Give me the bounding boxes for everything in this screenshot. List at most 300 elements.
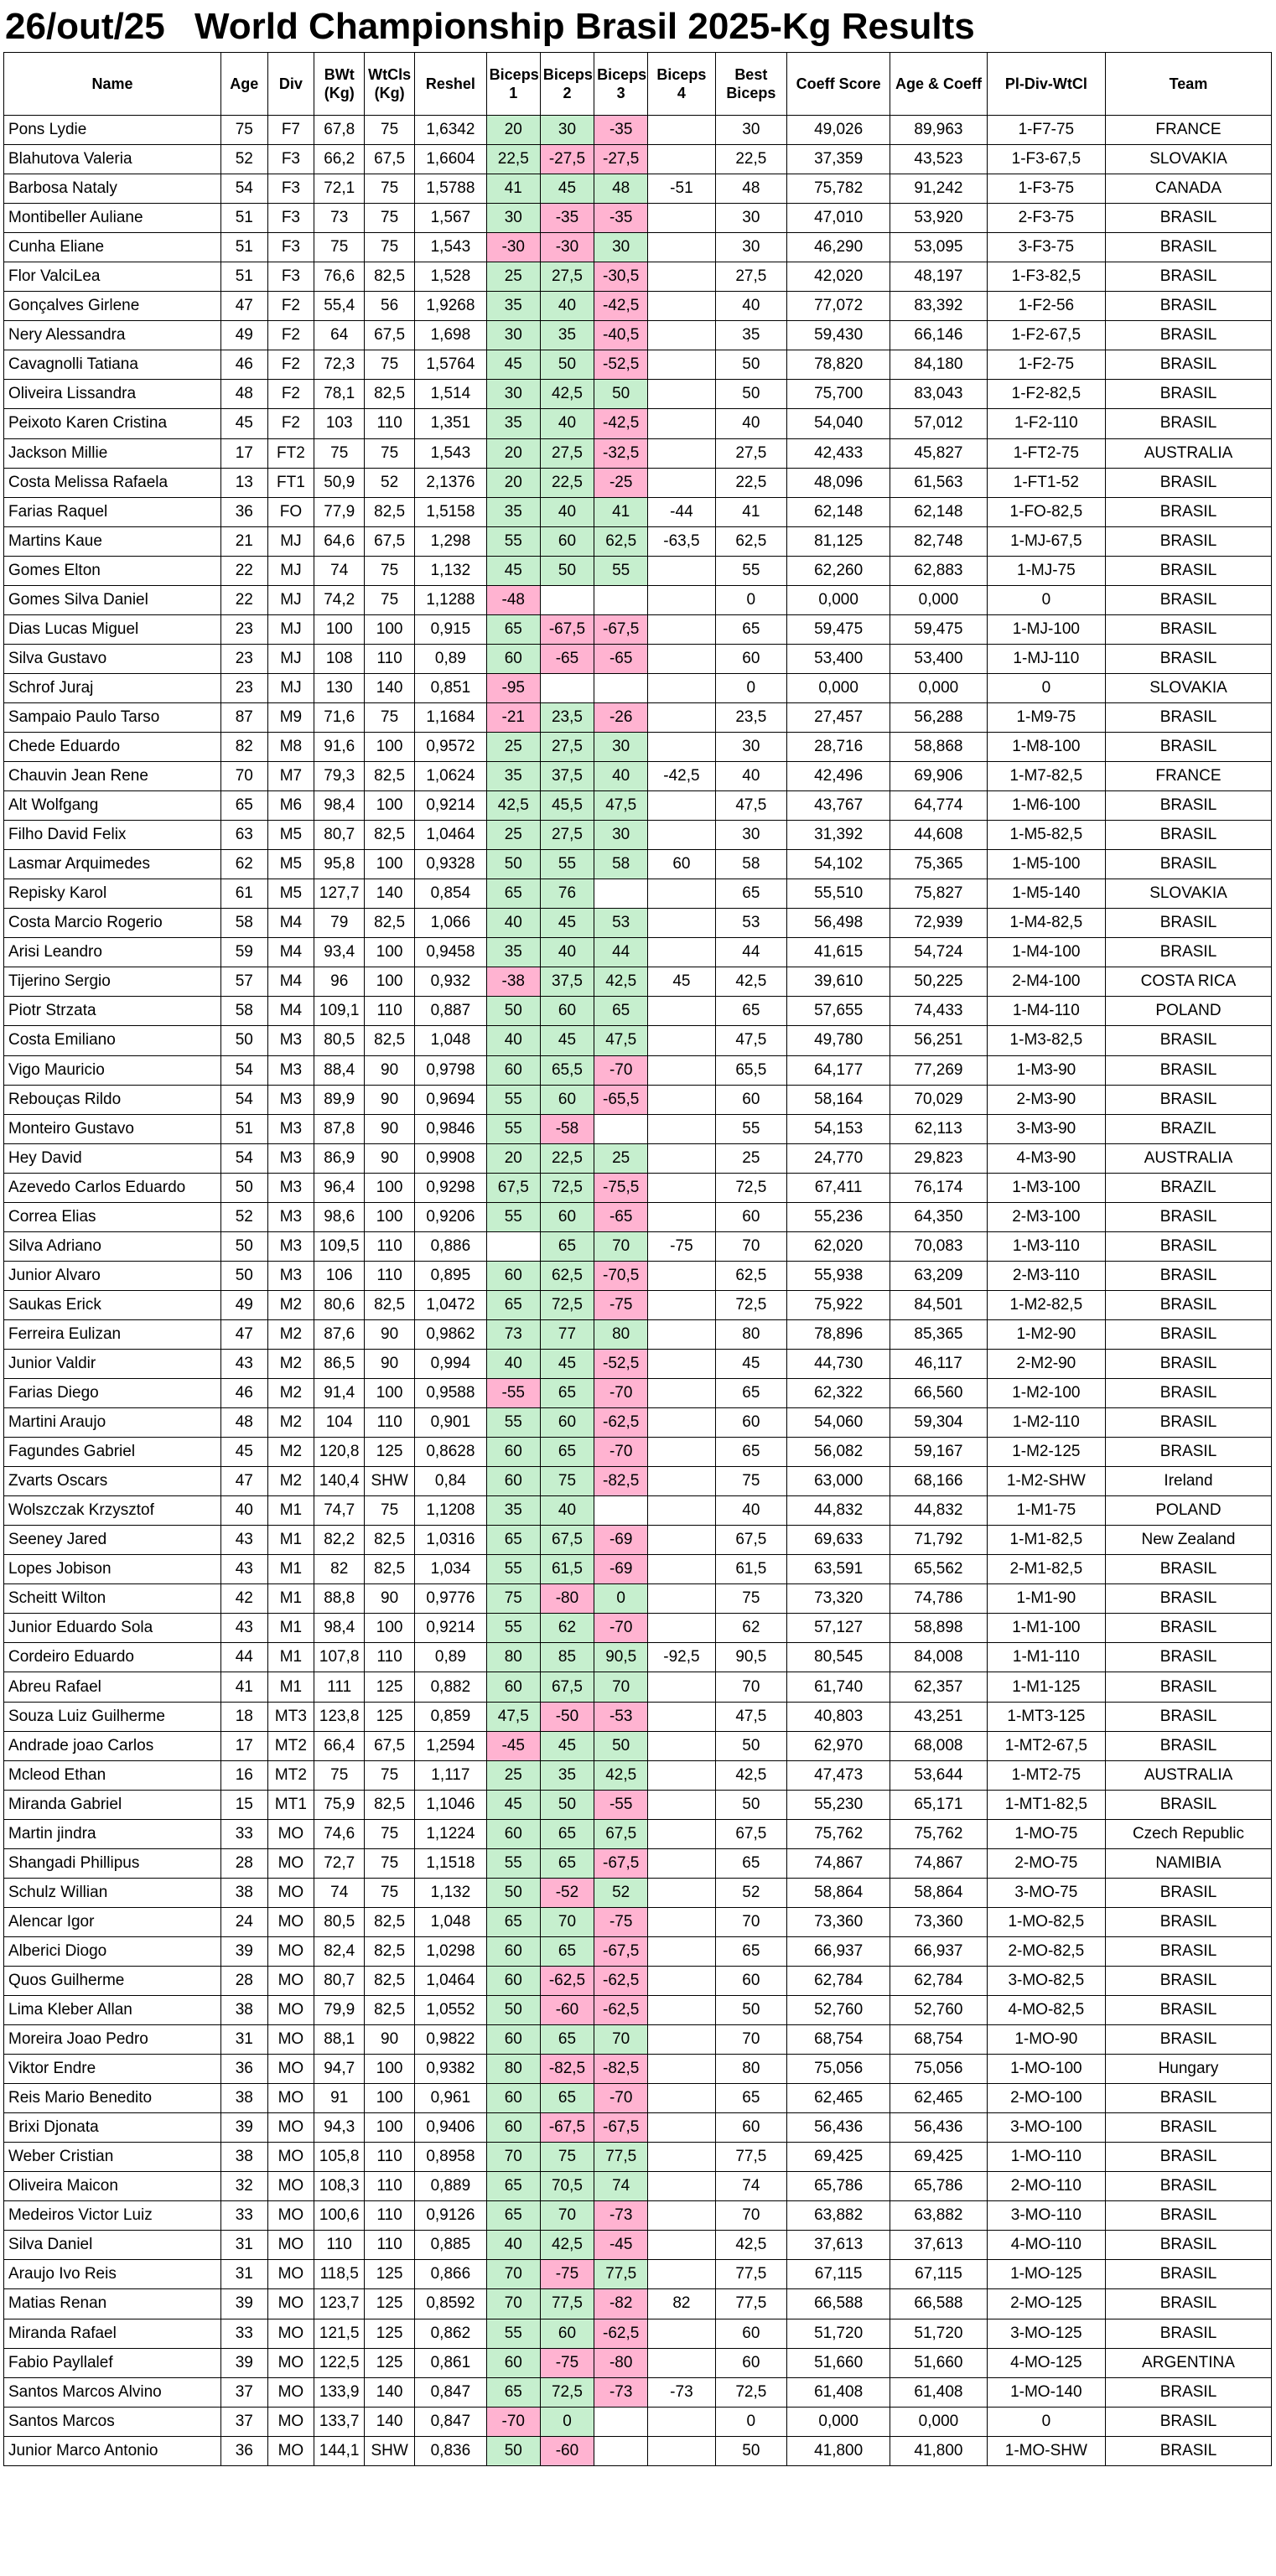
- reshel-cell: 1,132: [415, 1878, 487, 1907]
- placing-cell: 3-MO-75: [987, 1878, 1105, 1907]
- biceps-4-cell: [648, 1290, 715, 1319]
- placing-cell: 1-M4-100: [987, 938, 1105, 967]
- div-cell: MO: [267, 1878, 314, 1907]
- age-coeff-cell: 75,056: [890, 2055, 988, 2084]
- best-biceps-cell: 53: [715, 909, 787, 938]
- table-row: [4, 468, 1272, 497]
- weight-class-cell: 56: [365, 292, 415, 321]
- best-biceps-cell: 65: [715, 1936, 787, 1966]
- biceps-1-cell: 80: [486, 1643, 540, 1672]
- biceps-3-cell: -55: [594, 1790, 648, 1819]
- age-cell: 48: [220, 1408, 267, 1438]
- biceps-4-cell: 45: [648, 967, 715, 997]
- table-row: [4, 909, 1272, 938]
- name-cell: Abreu Rafael: [4, 1672, 221, 1702]
- placing-cell: 1-F2-110: [987, 409, 1105, 438]
- reshel-cell: 0,9588: [415, 1379, 487, 1408]
- age-cell: 54: [220, 174, 267, 204]
- biceps-3-cell: -73: [594, 2377, 648, 2407]
- div-cell: M9: [267, 702, 314, 732]
- biceps-2-cell: -27,5: [540, 145, 594, 174]
- biceps-4-cell: [648, 468, 715, 497]
- weight-class-cell: 110: [365, 2201, 415, 2231]
- biceps-4-cell: [648, 1848, 715, 1878]
- coeff-score-cell: 62,970: [787, 1731, 890, 1760]
- weight-class-cell: 82,5: [365, 1936, 415, 1966]
- age-coeff-cell: 83,043: [890, 380, 988, 409]
- biceps-2-cell: -65: [540, 644, 594, 673]
- team-cell: BRASIL: [1105, 1408, 1271, 1438]
- bodyweight-cell: 122,5: [314, 2348, 365, 2377]
- biceps-3-cell: 80: [594, 1319, 648, 1349]
- div-cell: M2: [267, 1438, 314, 1467]
- team-cell: BRASIL: [1105, 2407, 1271, 2436]
- coeff-score-cell: 80,545: [787, 1643, 890, 1672]
- age-cell: 44: [220, 1643, 267, 1672]
- best-biceps-cell: 70: [715, 2201, 787, 2231]
- age-coeff-cell: 43,523: [890, 145, 988, 174]
- biceps-4-cell: [648, 1261, 715, 1290]
- team-cell: BRASIL: [1105, 1790, 1271, 1819]
- name-cell: Moreira Joao Pedro: [4, 2025, 221, 2055]
- reshel-cell: 1,0472: [415, 1290, 487, 1319]
- team-cell: BRASIL: [1105, 350, 1271, 380]
- bodyweight-cell: 75: [314, 233, 365, 262]
- best-biceps-cell: 44: [715, 938, 787, 967]
- biceps-1-cell: 75: [486, 1584, 540, 1614]
- reshel-cell: 1,0316: [415, 1526, 487, 1555]
- table-row: [4, 1936, 1272, 1966]
- table-row: [4, 1614, 1272, 1643]
- biceps-1-cell: 40: [486, 909, 540, 938]
- biceps-1-cell: 65: [486, 2377, 540, 2407]
- table-row: [4, 1261, 1272, 1290]
- weight-class-cell: 110: [365, 1408, 415, 1438]
- biceps-4-cell: -63,5: [648, 526, 715, 556]
- best-biceps-cell: 60: [715, 1408, 787, 1438]
- name-cell: Reis Mario Benedito: [4, 2084, 221, 2113]
- age-coeff-cell: 61,408: [890, 2377, 988, 2407]
- biceps-3-cell: -70: [594, 1379, 648, 1408]
- age-cell: 36: [220, 497, 267, 526]
- biceps-3-cell: -52,5: [594, 350, 648, 380]
- coeff-score-cell: 41,615: [787, 938, 890, 967]
- age-coeff-cell: 72,939: [890, 909, 988, 938]
- best-biceps-cell: 47,5: [715, 791, 787, 821]
- biceps-2-cell: 65,5: [540, 1055, 594, 1085]
- team-cell: BRASIL: [1105, 585, 1271, 614]
- best-biceps-cell: 50: [715, 350, 787, 380]
- best-biceps-cell: 70: [715, 1672, 787, 1702]
- biceps-4-cell: [648, 2172, 715, 2201]
- biceps-2-cell: 62: [540, 1614, 594, 1643]
- biceps-2-cell: -62,5: [540, 1966, 594, 1995]
- biceps-4-cell: [648, 1584, 715, 1614]
- biceps-1-cell: 25: [486, 821, 540, 850]
- table-row: [4, 1290, 1272, 1319]
- biceps-3-cell: -25: [594, 468, 648, 497]
- placing-cell: 1-MJ-110: [987, 644, 1105, 673]
- age-cell: 50: [220, 1261, 267, 1290]
- bodyweight-cell: 64: [314, 321, 365, 350]
- biceps-1-cell: -45: [486, 1731, 540, 1760]
- bodyweight-cell: 88,1: [314, 2025, 365, 2055]
- team-cell: BRASIL: [1105, 821, 1271, 850]
- bodyweight-cell: 96: [314, 967, 365, 997]
- placing-cell: 1-M5-140: [987, 879, 1105, 909]
- biceps-1-cell: 25: [486, 1760, 540, 1790]
- age-cell: 54: [220, 1055, 267, 1085]
- coeff-score-cell: 73,360: [787, 1907, 890, 1936]
- reshel-cell: 0,9406: [415, 2113, 487, 2143]
- reshel-cell: 1,117: [415, 1760, 487, 1790]
- biceps-3-cell: 55: [594, 556, 648, 585]
- best-biceps-cell: 52: [715, 1878, 787, 1907]
- team-cell: BRASIL: [1105, 2260, 1271, 2289]
- biceps-4-cell: [648, 292, 715, 321]
- team-cell: BRAZIL: [1105, 1173, 1271, 1202]
- weight-class-cell: 82,5: [365, 762, 415, 791]
- bodyweight-cell: 75: [314, 438, 365, 468]
- div-cell: MO: [267, 2289, 314, 2319]
- biceps-1-cell: 60: [486, 1672, 540, 1702]
- bodyweight-cell: 144,1: [314, 2436, 365, 2465]
- age-cell: 17: [220, 1731, 267, 1760]
- coeff-score-cell: 47,473: [787, 1760, 890, 1790]
- weight-class-cell: 82,5: [365, 497, 415, 526]
- age-cell: 22: [220, 556, 267, 585]
- biceps-4-cell: [648, 1055, 715, 1085]
- bodyweight-cell: 94,7: [314, 2055, 365, 2084]
- age-cell: 47: [220, 1319, 267, 1349]
- reshel-cell: 0,9798: [415, 1055, 487, 1085]
- biceps-3-cell: -62,5: [594, 1408, 648, 1438]
- age-cell: 39: [220, 2348, 267, 2377]
- biceps-3-cell: 77,5: [594, 2260, 648, 2289]
- biceps-2-cell: 45,5: [540, 791, 594, 821]
- reshel-cell: 0,885: [415, 2231, 487, 2260]
- bodyweight-cell: 88,4: [314, 1055, 365, 1085]
- best-biceps-cell: 27,5: [715, 438, 787, 468]
- biceps-2-cell: 50: [540, 350, 594, 380]
- div-cell: M8: [267, 732, 314, 761]
- name-cell: Gomes Elton: [4, 556, 221, 585]
- coeff-score-cell: 59,475: [787, 614, 890, 644]
- age-cell: 43: [220, 1526, 267, 1555]
- coeff-score-cell: 66,937: [787, 1936, 890, 1966]
- reshel-cell: 0,89: [415, 644, 487, 673]
- age-coeff-cell: 53,920: [890, 204, 988, 233]
- best-biceps-cell: 60: [715, 644, 787, 673]
- biceps-4-cell: [648, 2084, 715, 2113]
- table-row: [4, 2289, 1272, 2319]
- placing-cell: 2-M4-100: [987, 967, 1105, 997]
- best-biceps-cell: 23,5: [715, 702, 787, 732]
- reshel-cell: 1,1518: [415, 1848, 487, 1878]
- biceps-2-cell: 85: [540, 1643, 594, 1672]
- age-coeff-cell: 37,613: [890, 2231, 988, 2260]
- biceps-2-cell: 70: [540, 2201, 594, 2231]
- reshel-cell: 0,84: [415, 1467, 487, 1496]
- biceps-2-cell: 27,5: [540, 732, 594, 761]
- reshel-cell: 0,886: [415, 1231, 487, 1261]
- best-biceps-cell: 41: [715, 497, 787, 526]
- biceps-1-cell: 25: [486, 262, 540, 292]
- bodyweight-cell: 87,6: [314, 1319, 365, 1349]
- coeff-score-cell: 75,922: [787, 1290, 890, 1319]
- name-cell: Cordeiro Eduardo: [4, 1643, 221, 1672]
- reshel-cell: 0,866: [415, 2260, 487, 2289]
- reshel-cell: 1,5764: [415, 350, 487, 380]
- coeff-score-cell: 46,290: [787, 233, 890, 262]
- placing-cell: 1-FO-82,5: [987, 497, 1105, 526]
- placing-cell: 1-M5-82,5: [987, 821, 1105, 850]
- table-row: [4, 1085, 1272, 1114]
- bodyweight-cell: 86,5: [314, 1349, 365, 1378]
- biceps-1-cell: 40: [486, 2231, 540, 2260]
- table-row: [4, 1878, 1272, 1907]
- weight-class-cell: 100: [365, 967, 415, 997]
- bodyweight-cell: 74,6: [314, 1819, 365, 1848]
- best-biceps-cell: 70: [715, 1907, 787, 1936]
- name-cell: Scheitt Wilton: [4, 1584, 221, 1614]
- age-coeff-cell: 58,898: [890, 1614, 988, 1643]
- weight-class-cell: 90: [365, 1584, 415, 1614]
- biceps-2-cell: 27,5: [540, 438, 594, 468]
- reshel-cell: 0,9458: [415, 938, 487, 967]
- table-row: [4, 438, 1272, 468]
- div-cell: M3: [267, 1231, 314, 1261]
- placing-cell: 0: [987, 673, 1105, 702]
- name-cell: Souza Luiz Guilherme: [4, 1702, 221, 1731]
- name-cell: Filho David Felix: [4, 821, 221, 850]
- biceps-2-cell: -30: [540, 233, 594, 262]
- table-row: [4, 1114, 1272, 1143]
- placing-cell: 1-FT1-52: [987, 468, 1105, 497]
- div-cell: MO: [267, 2113, 314, 2143]
- bodyweight-cell: 100: [314, 614, 365, 644]
- biceps-1-cell: 65: [486, 879, 540, 909]
- weight-class-cell: 90: [365, 1085, 415, 1114]
- age-cell: 13: [220, 468, 267, 497]
- div-cell: M3: [267, 1085, 314, 1114]
- table-row: [4, 1496, 1272, 1526]
- coeff-score-cell: 51,660: [787, 2348, 890, 2377]
- weight-class-cell: 100: [365, 938, 415, 967]
- placing-cell: 2-M3-110: [987, 1261, 1105, 1290]
- weight-class-cell: 82,5: [365, 1996, 415, 2025]
- name-cell: Brixi Djonata: [4, 2113, 221, 2143]
- team-cell: BRASIL: [1105, 644, 1271, 673]
- biceps-4-cell: [648, 1555, 715, 1584]
- weight-class-cell: 82,5: [365, 262, 415, 292]
- name-cell: Costa Marcio Rogerio: [4, 909, 221, 938]
- weight-class-cell: 75: [365, 116, 415, 145]
- biceps-1-cell: 70: [486, 2260, 540, 2289]
- age-cell: 42: [220, 1584, 267, 1614]
- bodyweight-cell: 103: [314, 409, 365, 438]
- biceps-3-cell: 40: [594, 762, 648, 791]
- age-cell: 33: [220, 2319, 267, 2348]
- div-cell: M3: [267, 1173, 314, 1202]
- coeff-score-cell: 62,465: [787, 2084, 890, 2113]
- coeff-score-cell: 56,436: [787, 2113, 890, 2143]
- best-biceps-cell: 77,5: [715, 2289, 787, 2319]
- best-biceps-cell: 72,5: [715, 1173, 787, 1202]
- reshel-cell: 1,5788: [415, 174, 487, 204]
- bodyweight-cell: 66,2: [314, 145, 365, 174]
- team-cell: BRASIL: [1105, 556, 1271, 585]
- age-coeff-cell: 76,174: [890, 1173, 988, 1202]
- age-cell: 38: [220, 1996, 267, 2025]
- placing-cell: 1-M2-110: [987, 1408, 1105, 1438]
- div-cell: M3: [267, 1114, 314, 1143]
- placing-cell: 1-MT3-125: [987, 1702, 1105, 1731]
- coeff-score-cell: 67,411: [787, 1173, 890, 1202]
- age-coeff-cell: 45,827: [890, 438, 988, 468]
- best-biceps-cell: 60: [715, 1202, 787, 1231]
- div-cell: MO: [267, 2348, 314, 2377]
- table-row: [4, 116, 1272, 145]
- bodyweight-cell: 55,4: [314, 292, 365, 321]
- reshel-cell: 1,6342: [415, 116, 487, 145]
- biceps-3-cell: -26: [594, 702, 648, 732]
- age-coeff-cell: 62,784: [890, 1966, 988, 1995]
- placing-cell: 2-MO-75: [987, 1848, 1105, 1878]
- biceps-1-cell: 55: [486, 526, 540, 556]
- biceps-3-cell: -75: [594, 1907, 648, 1936]
- placing-cell: 1-F2-56: [987, 292, 1105, 321]
- weight-class-cell: 52: [365, 468, 415, 497]
- age-cell: 82: [220, 732, 267, 761]
- best-biceps-cell: 60: [715, 2113, 787, 2143]
- reshel-cell: 1,0624: [415, 762, 487, 791]
- biceps-3-cell: -69: [594, 1526, 648, 1555]
- age-coeff-cell: 56,251: [890, 1026, 988, 1055]
- age-coeff-cell: 51,660: [890, 2348, 988, 2377]
- biceps-4-cell: [648, 2201, 715, 2231]
- coeff-score-cell: 75,056: [787, 2055, 890, 2084]
- table-row: [4, 2231, 1272, 2260]
- name-cell: Shangadi Phillipus: [4, 1848, 221, 1878]
- team-cell: BRASIL: [1105, 2319, 1271, 2348]
- bodyweight-cell: 123,8: [314, 1702, 365, 1731]
- biceps-4-cell: [648, 2025, 715, 2055]
- age-cell: 15: [220, 1790, 267, 1819]
- div-cell: MJ: [267, 556, 314, 585]
- bodyweight-cell: 109,1: [314, 997, 365, 1026]
- age-cell: 51: [220, 1114, 267, 1143]
- placing-cell: 1-F3-82,5: [987, 262, 1105, 292]
- table-row: [4, 1702, 1272, 1731]
- bodyweight-cell: 98,4: [314, 1614, 365, 1643]
- biceps-3-cell: 70: [594, 2025, 648, 2055]
- placing-cell: 2-F3-75: [987, 204, 1105, 233]
- biceps-3-cell: -32,5: [594, 438, 648, 468]
- weight-class-cell: 67,5: [365, 145, 415, 174]
- biceps-3-cell: -52,5: [594, 1349, 648, 1378]
- biceps-2-cell: 67,5: [540, 1672, 594, 1702]
- weight-class-cell: 82,5: [365, 1526, 415, 1555]
- table-row: [4, 997, 1272, 1026]
- col-header-biceps-4: Biceps 4: [648, 53, 715, 116]
- team-cell: BRASIL: [1105, 1202, 1271, 1231]
- biceps-4-cell: [648, 2319, 715, 2348]
- placing-cell: 1-M4-82,5: [987, 909, 1105, 938]
- bodyweight-cell: 100,6: [314, 2201, 365, 2231]
- placing-cell: 1-M2-SHW: [987, 1467, 1105, 1496]
- age-cell: 17: [220, 438, 267, 468]
- biceps-2-cell: [540, 673, 594, 702]
- coeff-score-cell: 58,864: [787, 1878, 890, 1907]
- age-cell: 37: [220, 2377, 267, 2407]
- biceps-2-cell: 67,5: [540, 1526, 594, 1555]
- coeff-score-cell: 69,633: [787, 1526, 890, 1555]
- best-biceps-cell: 30: [715, 821, 787, 850]
- div-cell: MO: [267, 2436, 314, 2465]
- table-row: [4, 1731, 1272, 1760]
- table-row: [4, 2436, 1272, 2465]
- best-biceps-cell: 65: [715, 1438, 787, 1467]
- coeff-score-cell: 51,720: [787, 2319, 890, 2348]
- biceps-1-cell: 55: [486, 1114, 540, 1143]
- weight-class-cell: 100: [365, 1379, 415, 1408]
- biceps-2-cell: -60: [540, 1996, 594, 2025]
- table-row: [4, 1143, 1272, 1173]
- biceps-1-cell: 35: [486, 762, 540, 791]
- biceps-1-cell: 50: [486, 1878, 540, 1907]
- biceps-3-cell: 74: [594, 2172, 648, 2201]
- best-biceps-cell: 65,5: [715, 1055, 787, 1085]
- coeff-score-cell: 57,655: [787, 997, 890, 1026]
- div-cell: MO: [267, 1936, 314, 1966]
- table-row: [4, 174, 1272, 204]
- reshel-cell: 1,066: [415, 909, 487, 938]
- bodyweight-cell: 64,6: [314, 526, 365, 556]
- biceps-3-cell: 47,5: [594, 1026, 648, 1055]
- age-cell: 61: [220, 879, 267, 909]
- best-biceps-cell: 80: [715, 2055, 787, 2084]
- weight-class-cell: 75: [365, 1760, 415, 1790]
- table-row: [4, 1790, 1272, 1819]
- table-row: [4, 2319, 1272, 2348]
- biceps-1-cell: 60: [486, 1966, 540, 1995]
- coeff-score-cell: 66,588: [787, 2289, 890, 2319]
- biceps-2-cell: 40: [540, 292, 594, 321]
- best-biceps-cell: 45: [715, 1349, 787, 1378]
- col-header-age-coeff: Age & Coeff: [890, 53, 988, 116]
- biceps-3-cell: 0: [594, 1584, 648, 1614]
- coeff-score-cell: 31,392: [787, 821, 890, 850]
- biceps-2-cell: -58: [540, 1114, 594, 1143]
- placing-cell: 1-M3-90: [987, 1055, 1105, 1085]
- placing-cell: 3-MO-110: [987, 2201, 1105, 2231]
- biceps-1-cell: 35: [486, 497, 540, 526]
- bodyweight-cell: 77,9: [314, 497, 365, 526]
- placing-cell: 1-F2-67,5: [987, 321, 1105, 350]
- weight-class-cell: 110: [365, 409, 415, 438]
- coeff-score-cell: 42,496: [787, 762, 890, 791]
- name-cell: Monteiro Gustavo: [4, 1114, 221, 1143]
- biceps-3-cell: -67,5: [594, 2113, 648, 2143]
- name-cell: Zvarts Oscars: [4, 1467, 221, 1496]
- best-biceps-cell: 60: [715, 1966, 787, 1995]
- name-cell: Ferreira Eulizan: [4, 1319, 221, 1349]
- team-cell: BRASIL: [1105, 2084, 1271, 2113]
- biceps-1-cell: 60: [486, 1438, 540, 1467]
- biceps-3-cell: [594, 673, 648, 702]
- biceps-1-cell: 55: [486, 1555, 540, 1584]
